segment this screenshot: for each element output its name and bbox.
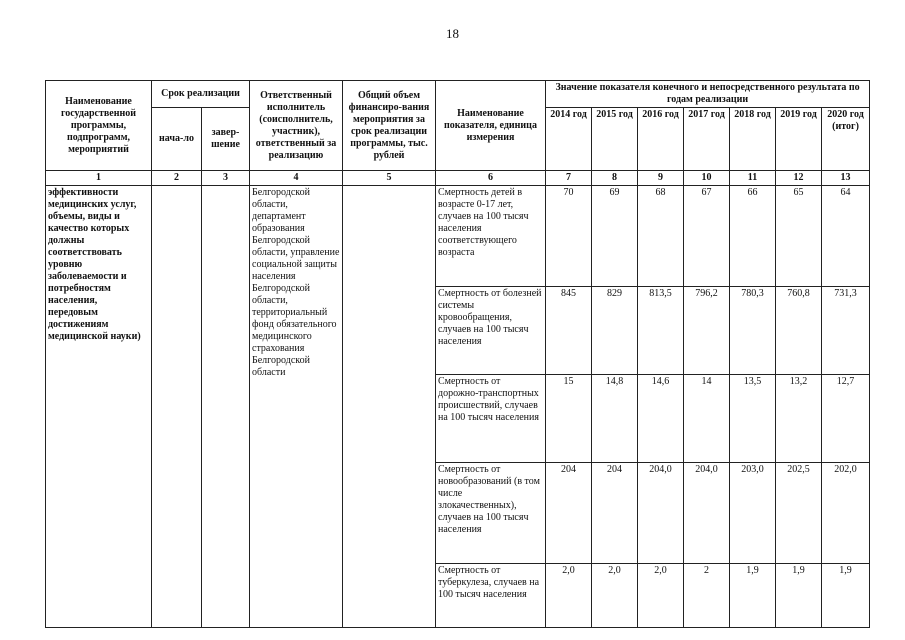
header-start: нача-ло [152, 108, 202, 171]
column-number: 2 [152, 171, 202, 186]
page-number: 18 [446, 26, 459, 41]
value-cell: 204 [592, 463, 638, 564]
column-number: 5 [343, 171, 436, 186]
table-row [46, 186, 870, 287]
value-cell: 829 [592, 287, 638, 375]
header-responsible: Ответственный исполнитель (соисполнитель, участник), ответственный за реализацию [250, 81, 343, 171]
value-cell: 13,5 [730, 375, 776, 463]
column-numbers-row [46, 171, 870, 186]
column-number: 3 [202, 171, 250, 186]
value-cell: 1,9 [730, 564, 776, 628]
value-cell: 65 [776, 186, 822, 287]
header-year: 2017 год [684, 108, 730, 171]
value-cell: 1,9 [822, 564, 870, 628]
program-indicators-table [45, 80, 870, 628]
value-cell: 780,3 [730, 287, 776, 375]
column-number: 1 [46, 171, 152, 186]
value-cell: 202,5 [776, 463, 822, 564]
financing-cell [343, 186, 436, 628]
header-year: 2019 год [776, 108, 822, 171]
header-year: 2016 год [638, 108, 684, 171]
column-number: 7 [546, 171, 592, 186]
value-cell: 12,7 [822, 375, 870, 463]
value-cell: 1,9 [776, 564, 822, 628]
column-number: 11 [730, 171, 776, 186]
value-cell: 760,8 [776, 287, 822, 375]
indicator-cell: Смертность от болезней системы кровообращения, случаев на 100 тысяч населения [436, 287, 546, 375]
value-cell: 68 [638, 186, 684, 287]
value-cell: 202,0 [822, 463, 870, 564]
value-cell: 845 [546, 287, 592, 375]
value-cell: 70 [546, 186, 592, 287]
value-cell: 2,0 [638, 564, 684, 628]
value-cell: 203,0 [730, 463, 776, 564]
indicator-cell: Смертность детей в возрасте 0-17 лет, случаев на 100 тысяч населения соответствующего возраста [436, 186, 546, 287]
value-cell: 13,2 [776, 375, 822, 463]
header-end: завер-шение [202, 108, 250, 171]
header-financing: Общий объем финансиро-вания мероприятия за срок реализации программы, тыс. рублей [343, 81, 436, 171]
header-indicator: Наименование показателя, единица измерения [436, 81, 546, 171]
header-year: 2014 год [546, 108, 592, 171]
column-number: 9 [638, 171, 684, 186]
column-number: 8 [592, 171, 638, 186]
value-cell: 2,0 [592, 564, 638, 628]
indicator-cell: Смертность от дорожно-транспортных происшествий, случаев на 100 тысяч населения [436, 375, 546, 463]
column-number: 12 [776, 171, 822, 186]
column-number: 10 [684, 171, 730, 186]
header-year: 2018 год [730, 108, 776, 171]
header-year: 2020 год (итог) [822, 108, 870, 171]
value-cell: 731,3 [822, 287, 870, 375]
value-cell: 69 [592, 186, 638, 287]
value-cell: 66 [730, 186, 776, 287]
value-cell: 14,6 [638, 375, 684, 463]
value-cell: 2,0 [546, 564, 592, 628]
value-cell: 14 [684, 375, 730, 463]
value-cell: 204,0 [684, 463, 730, 564]
program-name-cell: эффективности медицинских услуг, объемы, виды и качество которых должны соответствовать уровню заболеваемости и потребностям населения, передовым достижениям медицинской науки) [46, 186, 152, 628]
value-cell: 15 [546, 375, 592, 463]
header-values: Значение показателя конечного и непосредственного результата по годам реализации [546, 81, 870, 108]
value-cell: 67 [684, 186, 730, 287]
value-cell: 14,8 [592, 375, 638, 463]
header-year: 2015 год [592, 108, 638, 171]
start-cell [152, 186, 202, 628]
header-period: Срок реализации [152, 81, 250, 108]
value-cell: 796,2 [684, 287, 730, 375]
column-number: 6 [436, 171, 546, 186]
value-cell: 813,5 [638, 287, 684, 375]
value-cell: 204 [546, 463, 592, 564]
column-number: 13 [822, 171, 870, 186]
responsible-cell: Белгородской области, департамент образования Белгородской области, управление социальной защиты населения Белгородской области, территориальный фонд обязательного медицинского страхования Белгородской области [250, 186, 343, 628]
header-program-name: Наименование государственной программы, подпрограмм, мероприятий [46, 81, 152, 171]
column-number: 4 [250, 171, 343, 186]
indicator-cell: Смертность от новообразований (в том числе злокачественных), случаев на 100 тысяч населения [436, 463, 546, 564]
end-cell [202, 186, 250, 628]
value-cell: 2 [684, 564, 730, 628]
value-cell: 64 [822, 186, 870, 287]
indicator-cell: Смертность от туберкулеза, случаев на 100 тысяч населения [436, 564, 546, 628]
value-cell: 204,0 [638, 463, 684, 564]
